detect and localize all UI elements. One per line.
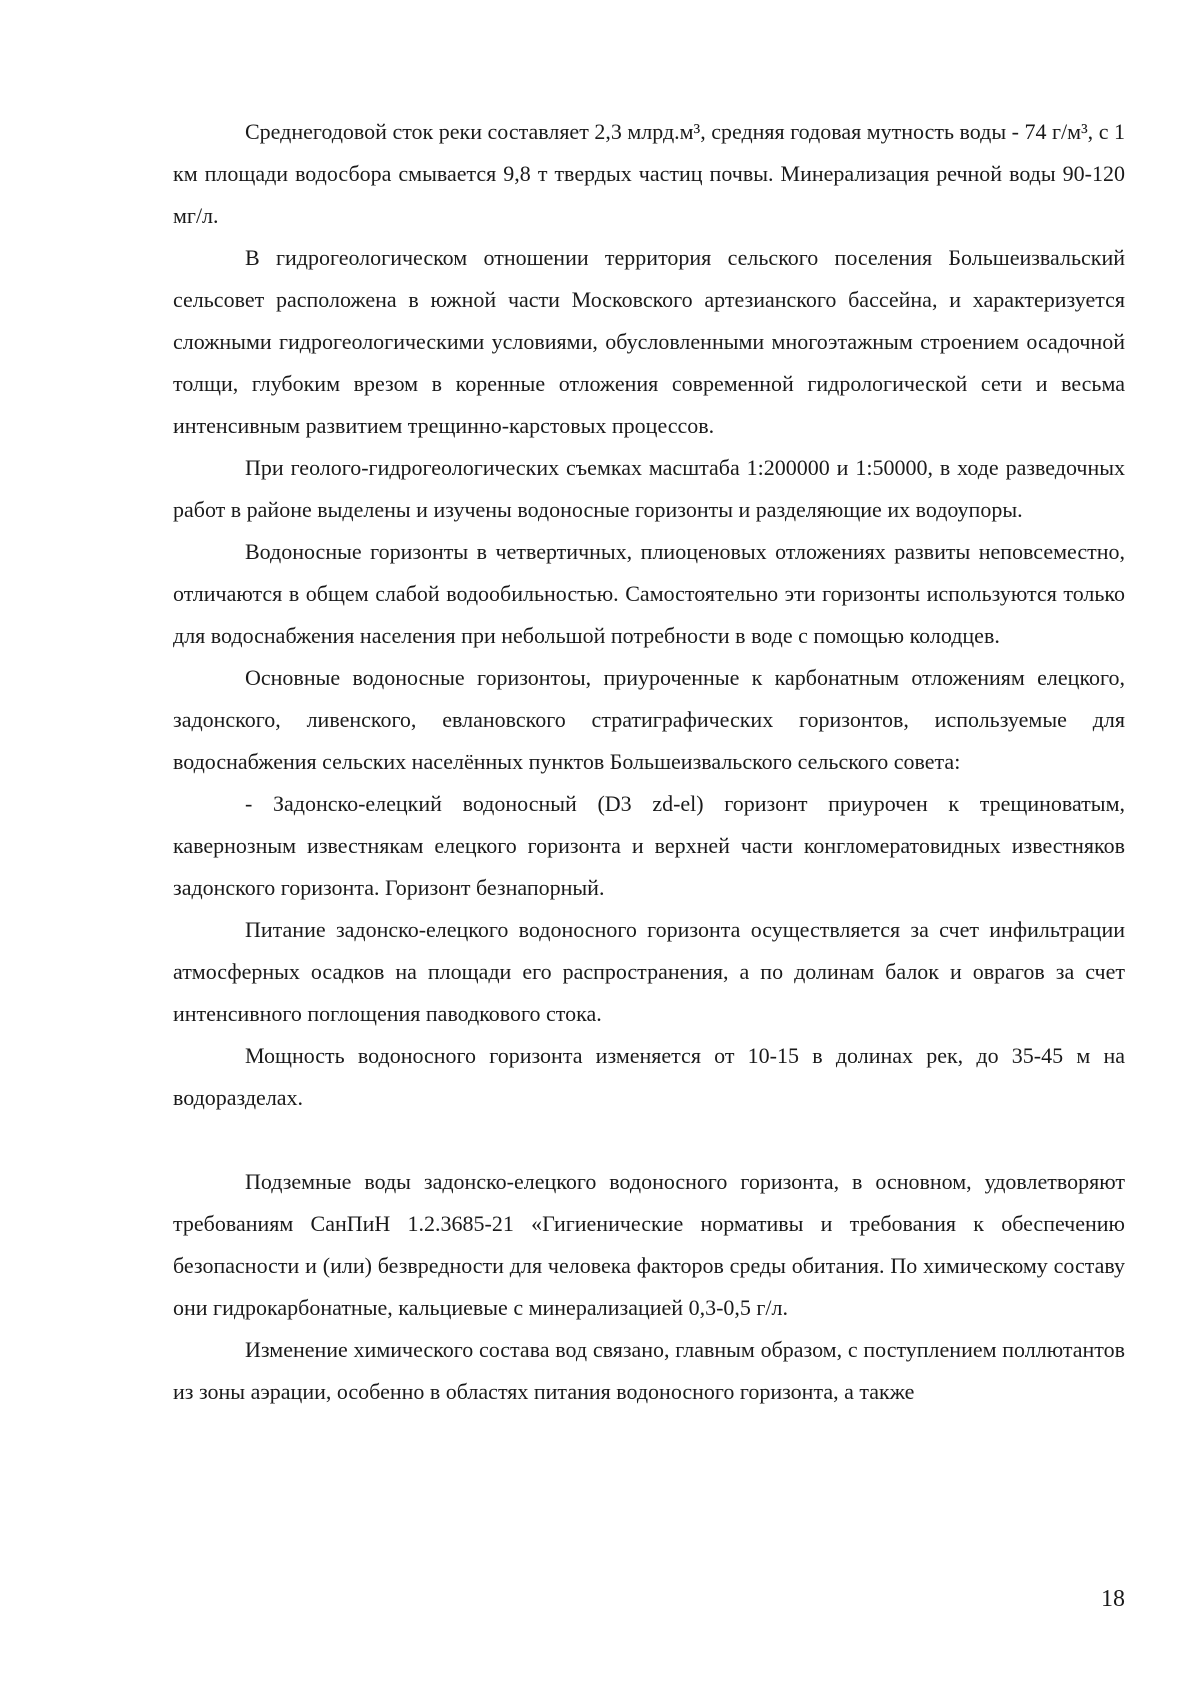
paragraph-aquifer-recharge: Питание задонско-елецкого водоносного горизонта осуществляется за счет инфильтрации атмосферных осадков на площади его распространения, а по долинам балок и оврагов за счет интенсивного поглощения паводкового стока. bbox=[173, 917, 1125, 1026]
paragraph-water-quality: Подземные воды задонско-елецкого водоносного горизонта, в основном, удовлетворяют требованиям СанПиН 1.2.3685-21 «Гигиенические нормативы и требования к обеспечению безопасности и (или) безвредности для человека факторов среды обитания. По химическому составу они гидрокарбонатные, кальциевые с минерализацией 0,3-0,5 г/л. bbox=[173, 1169, 1125, 1320]
paragraph-river-runoff: Среднегодовой сток реки составляет 2,3 млрд.м³, средняя годовая мутность воды - 74 г/м³, с 1 км площади водосбора смывается 9,8 т твердых частиц почвы. Минерализация речной воды 90-120 мг/л. bbox=[173, 119, 1125, 228]
paragraph-aquifer-thickness: Мощность водоносного горизонта изменяется от 10-15 в долинах рек, до 35-45 м на водоразделах. bbox=[173, 1043, 1125, 1110]
page-number: 18 bbox=[1101, 1586, 1125, 1612]
paragraph-quaternary-aquifers: Водоносные горизонты в четвертичных, плиоценовых отложениях развиты неповсеместно, отличаются в общем слабой водообильностью. Самостоятельно эти горизонты используются только для водоснабжения населения при небольшой потребности в воде с помощью колодцев. bbox=[173, 539, 1125, 648]
paragraph-surveys: При геолого-гидрогеологических съемках масштаба 1:200000 и 1:50000, в ходе разведочных работ в районе выделены и изучены водоносные горизонты и разделяющие их водоупоры. bbox=[173, 455, 1125, 522]
paragraph-zadonsk-yelets-aquifer: - Задонско-елецкий водоносный (D3 zd-el) горизонт приурочен к трещиноватым, кавернозным известнякам елецкого горизонта и верхней части конгломератовидных известняков задонского горизонта. Горизонт безнапорный. bbox=[173, 791, 1125, 900]
paragraph-main-aquifers: Основные водоносные горизонтоы, приуроченные к карбонатным отложениям елецкого, задонского, ливенского, евлановского стратиграфических горизонтов, используемые для водоснабжения сельских населённых пунктов Большеизвальского сельского совета: bbox=[173, 665, 1125, 774]
paragraph-chemical-change: Изменение химического состава вод связано, главным образом, с поступлением поллютантов из зоны аэрации, особенно в областях питания водоносного горизонта, а также bbox=[173, 1337, 1125, 1404]
body-text bbox=[173, 111, 1125, 1413]
paragraph-hydrogeology: В гидрогеологическом отношении территория сельского поселения Большеизвальский сельсовет расположена в южной части Московского артезианского бассейна, и характеризуется сложными гидрогеологическими условиями, обусловленными многоэтажным строением осадочной толщи, глубоким врезом в коренные отложения современной гидрологической сети и весьма интенсивным развитием трещинно-карстовых процессов. bbox=[173, 245, 1125, 438]
